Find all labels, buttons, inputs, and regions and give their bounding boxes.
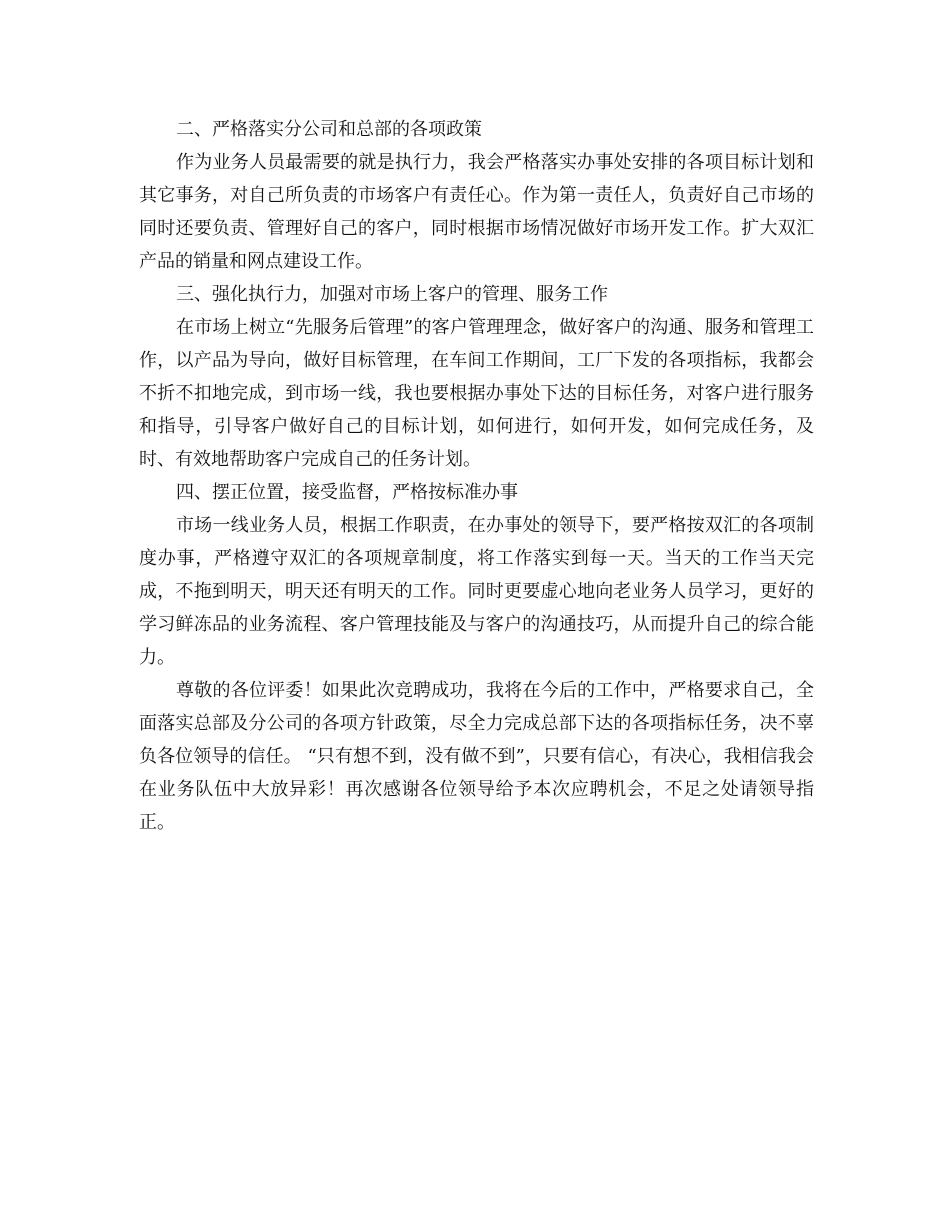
- section-heading-2: 二、严格落实分公司和总部的各项政策: [176, 119, 482, 140]
- paragraph-closing: 尊敬的各位评委！如果此次竞聘成功，我将在今后的工作中，严格要求自己，全面落实总部及分公司的各项方针政策，尽全力完成总部下达的各项指标任务，决不辜负各位领导的信任。 “只有想不到，没有做不到”，只要有信心，有决心，我相信我会在业务队伍中大放异彩！再次感谢各位领导给予本次应聘机会，不足之处请领导指正。: [139, 680, 814, 833]
- section-heading-4: 四、摆正位置，接受监督，严格按标准办事: [176, 482, 518, 503]
- section-heading-3: 三、强化执行力，加强对市场上客户的管理、服务工作: [176, 284, 608, 305]
- paragraph-execution: 作为业务人员最需要的就是执行力，我会严格落实办事处安排的各项目标计划和其它事务，对自己所负责的市场客户有责任心。作为第一责任人，负责好自己市场的同时还要负责、管理好自己的客户，同时根据市场情况做好市场开发工作。扩大双汇产品的销量和网点建设工作。: [139, 152, 814, 272]
- document-body: [139, 113, 814, 839]
- paragraph-standards: 市场一线业务人员，根据工作职责，在办事处的领导下，要严格按双汇的各项制度办事，严格遵守双汇的各项规章制度，将工作落实到每一天。当天的工作当天完成，不拖到明天，明天还有明天的工作。同时更要虚心地向老业务人员学习，更好的学习鲜冻品的业务流程、客户管理技能及与客户的沟通技巧，从而提升自己的综合能力。: [139, 515, 814, 668]
- paragraph-customer-management: 在市场上树立“先服务后管理”的客户管理理念，做好客户的沟通、服务和管理工作，以产品为导向，做好目标管理，在车间工作期间，工厂下发的各项指标，我都会不折不扣地完成，到市场一线，我也要根据办事处下达的目标任务，对客户进行服务和指导，引导客户做好自己的目标计划，如何进行，如何开发，如何完成任务，及时、有效地帮助客户完成自己的任务计划。: [139, 317, 814, 470]
